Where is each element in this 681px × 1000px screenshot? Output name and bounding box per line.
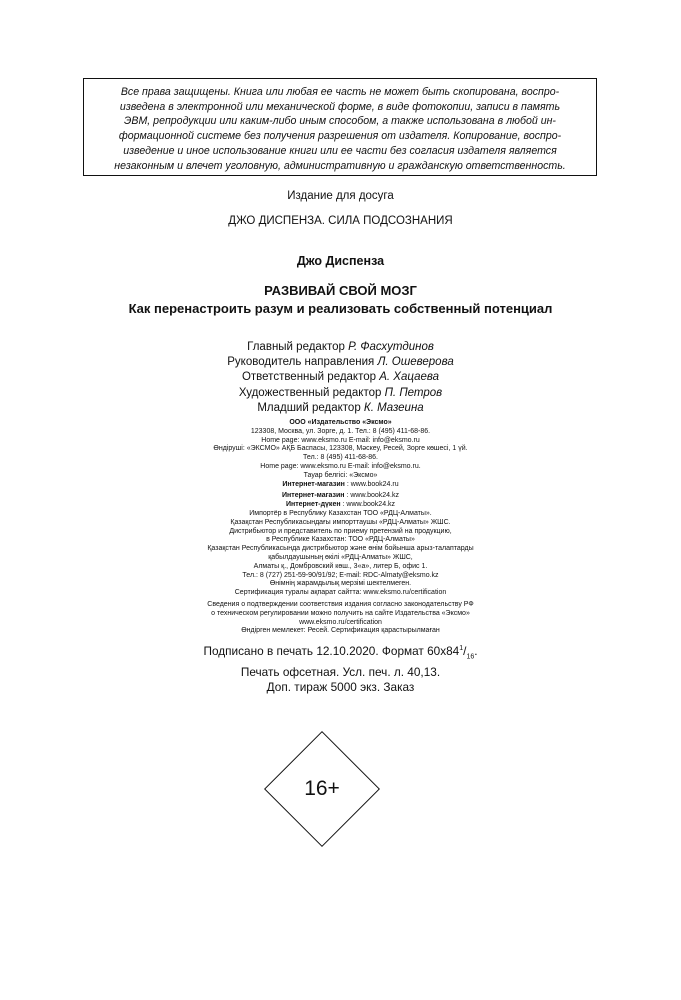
certification-line: www.eksmo.ru/certification (299, 618, 382, 626)
importer-line: Өнімнің жарамдылық мерзімі шектелмеген. (269, 580, 412, 588)
copyright-line: Все права защищены. Книга или любая ее часть не может быть скопирована, воспро- (120, 86, 560, 98)
copyright-line: ЭВМ, репродукции или каким-либо иным способом, а также использована в любой ин- (124, 115, 556, 128)
online-shop-kz-alt (0, 501, 681, 510)
book-title: РАЗВИВАЙ СВОЙ МОЗГ (264, 283, 417, 298)
certification-line: Сведения о подтверждении соответствия издания согласно законодательству РФ (207, 600, 474, 608)
editor-row (0, 340, 681, 355)
online-shop-url: : www.book24.kz (344, 492, 399, 500)
online-shop-kz (0, 492, 681, 501)
author-name: Джо Диспенза (296, 254, 385, 268)
copyright-line: изведена в электронной или механической форме, в виде фотокопии, записи в память (119, 100, 561, 113)
editor-name: П. Петров (384, 386, 443, 399)
copyright-notice-box (83, 78, 597, 176)
print-format-line (0, 641, 681, 665)
publisher-line: Өндіруші: «ЭКСМО» АҚБ Баспасы, 123308, Мәскеу, Ресей, Зорге көшесі, 1 үй. (213, 445, 468, 453)
publisher-name: ООО «Издательство «Эксмо» (289, 419, 392, 426)
format-numerator: 1 (459, 645, 464, 652)
format-end: . (474, 643, 478, 658)
editor-row (0, 355, 681, 370)
importer-line: Сертификация туралы ақпарат сайтта: www.eksmo.ru/certification (234, 589, 447, 597)
copyright-line: незаконным и влечет уголовную, административную и гражданскую ответственность. (114, 159, 566, 172)
publisher-line: Home page: www.eksmo.ru E-mail: info@eksmo.ru. (260, 462, 421, 470)
publisher-line: Тауар белгісі: «Эксмо» (303, 471, 378, 479)
online-shop-label: Интернет-магазин (282, 492, 345, 500)
editor-role: Руководитель направления (227, 356, 375, 369)
format-denominator: 16 (466, 653, 475, 661)
certification-line: о техническом регулировании можно получить на сайте Издательства «Эксмо» (211, 609, 470, 617)
editor-row (0, 370, 681, 385)
editor-row (0, 401, 681, 416)
online-shop-url: : www.book24.ru (344, 480, 399, 488)
publisher-imprint (0, 419, 681, 636)
importer-line: Тел.: 8 (727) 251-59-90/91/92; E-mail: RDC-Almaty@eksmo.kz (242, 571, 439, 579)
online-shop-ru (0, 481, 681, 490)
print-format-text: Подписано в печать 12.10.2020. Формат 60x84 (203, 643, 460, 658)
importer-line: қабылдаушының өкілі «РДЦ-Алматы» ЖШС, (268, 553, 413, 561)
editor-role: Младший редактор (257, 401, 361, 414)
publisher-line: Тел.: 8 (495) 411-68-86. (303, 454, 378, 462)
importer-line: Қазақстан Республикасында дистрибьютор және өнім бойынша арыз-талаптарды (207, 545, 474, 553)
editors-list (0, 340, 681, 416)
series-title: ДЖО ДИСПЕНЗА. СИЛА ПОДСОЗНАНИЯ (228, 215, 453, 227)
editor-role: Художественный редактор (238, 386, 382, 399)
age-rating-label: 16+ (304, 777, 340, 800)
online-shop-label: Интернет-магазин (282, 480, 345, 488)
importer-line: в Республике Казахстан: ТОО «РДЦ-Алматы» (266, 536, 415, 544)
print-details (0, 641, 681, 696)
editor-row (0, 386, 681, 401)
importer-line: Дистрибьютор и представитель по приему претензий на продукцию, (229, 527, 452, 535)
editor-name: Р. Фасхутдинов (348, 341, 434, 353)
editor-name: А. Хацаева (379, 371, 440, 384)
edition-type: Издание для досуга (287, 190, 394, 202)
copyright-line: формационной системе без получения разрешения от издателя. Копирование, воспро- (118, 130, 562, 143)
editor-role: Главный редактор (247, 341, 345, 353)
format-slash: / (463, 643, 467, 658)
online-shop-label: Интернет-дүкен (285, 501, 341, 509)
editor-name: Л. Ошеверова (377, 356, 454, 369)
print-type-line: Печать офсетная. Усл. печ. л. 40,13. (240, 664, 441, 679)
online-shop-url: : www.book24.kz (340, 501, 396, 509)
importer-line: Импортёр в Республику Казахстан ТОО «РДЦ-Алматы». (249, 509, 432, 517)
editor-name: К. Мазеина (363, 401, 424, 414)
certification-line: Өндірген мемлекет: Ресей. Сертификация қарастырылмаған (241, 627, 440, 635)
editor-role: Ответственный редактор (241, 371, 377, 384)
importer-line: Алматы қ., Домбровский көш., 3«а», литер Б, офис 1. (253, 562, 428, 570)
importer-line: Қазақстан Республикасындағы импорттаушы «РДЦ-Алматы» ЖШС. (230, 518, 451, 526)
copyright-line: изведение и иное использование книги или ее части без согласия издателя является (123, 144, 557, 157)
publisher-line: Home page: www.eksmo.ru E-mail: info@eksmo.ru (261, 436, 420, 444)
print-run-line: Доп. тираж 5000 экз. Заказ (266, 680, 415, 695)
publisher-line: 123308, Москва, ул. Зорге, д. 1. Тел.: 8 (495) 411-68-86. (250, 427, 431, 435)
book-subtitle: Как перенастроить разум и реализовать собственный потенциал (128, 301, 553, 316)
